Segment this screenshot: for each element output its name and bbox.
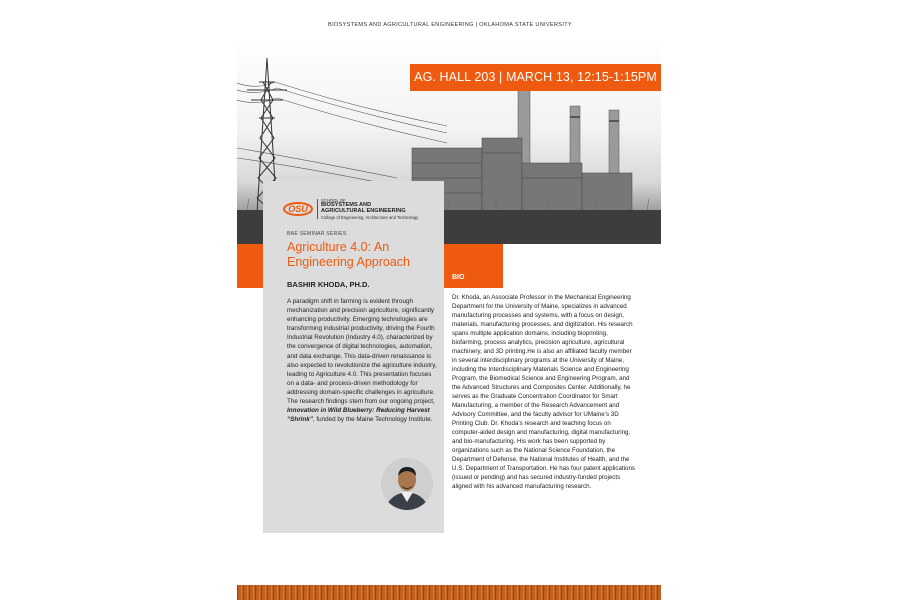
logo-school-line1: BIOSYSTEMS AND [321,202,372,208]
event-location-time-banner: AG. HALL 203 | MARCH 13, 12:15-1:15PM [410,64,661,91]
logo-school-line2: AGRICULTURAL ENGINEERING [321,207,406,214]
speaker-bio: Dr. Khoda, an Associate Professor in the Mechanical Engineering Department for the University of Maine, specializes in advanced manufacturing processes and systems, with a focus on design, materials, manufacturing processes, and digitization. His research spans multiple application domains, including bioprinting, biofarming, process analytics, precision agriculture, agricultural machinery, and 3D printing.He is also an affiliated faculty member in several interdisciplinary programs at the University of Maine, including the Interdisciplinary Materials Science and Engineering Program, the Biomedical Science and Engineering Program, and the Advanced Structures and Composites Center. Additionally, he serves as the Graduate Concentration Coordinator for Smart Manufacturing, a member of the Research Advancement and Advisory Committee, and the faculty advisor for UMaine’s 3D Printing Club. Dr. Khoda’s research and teaching focus on computer-aided design and manufacturing, digital manufacturing, and bio-manufacturing. His work has been supported by organizations such as the National Science Foundation, the Department of Defense, the National Institutes of Health, and the U.S. Department of Transportation. He has four patent applications (issued or pending) and has secured industry-funded projects aligned with his advanced manufacturing research. [452,294,635,490]
abstract-main: A paradigm shift in farming is evident through mechanization and precision agriculture, significantly enhancing productivity. Emerging technologies are transforming industrial productivity, driving the Fourth Industrial Revolution (Industry 4.0), characterized by the convergence of digital technologies, automation, and data exchange. This data-driven renaissance is also expected to revolutionize the agriculture industry, leading to Agriculture 4.0. This presentation focuses on a data- and process-driven methodology for addressing domain-specific challenges in agriculture. The research findings stem from our ongoing project, [287,298,437,406]
logo-mark-text: OSU [288,204,308,214]
field-photo-strip [237,585,661,600]
seminar-title: Agriculture 4.0: An Engineering Approach [287,240,411,269]
speaker-headshot [381,458,433,510]
logo-college: College of Engineering, Architecture and Technology [321,214,419,220]
seminar-series-label: BAE SEMINAR SERIES [287,231,347,237]
abstract-end: , funded by the Maine Technology Institute. [312,416,433,424]
logo-school-label: SCHOOL OF [321,198,346,203]
department-header: BIOSYSTEMS AND AGRICULTURAL ENGINEERING | OKLAHOMA STATE UNIVERSITY [328,22,572,28]
school-logo [283,198,433,220]
speaker-name: BASHIR KHODA, PH.D. [287,280,370,289]
project-name: Innovation in Wild Blueberry: Reducing Harvest “Shrink” [287,407,430,424]
logo-text [321,198,418,220]
logo-divider [317,199,318,219]
seminar-abstract [287,297,437,424]
bio-label: BIO [452,274,465,281]
osu-brand-icon [283,199,313,219]
